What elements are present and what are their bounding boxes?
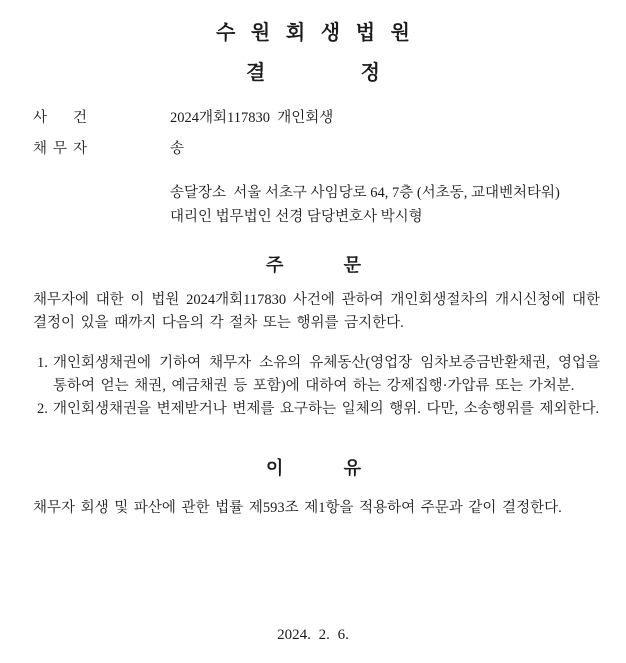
prohibited-actions-list (37, 352, 600, 421)
list-item-1-number: 1. (37, 355, 48, 371)
reason-paragraph: 채무자 회생 및 파산에 관한 법률 제593조 제1항을 적용하여 주문과 같이 결정한다. (33, 500, 562, 516)
decision-date: 2024. 2. 6. (277, 627, 349, 643)
case-number-label: 사 건 (33, 110, 87, 126)
case-number-value: 2024개회117830 개인회생 (170, 110, 334, 126)
list-item-1-text: 개인회생채권에 기하여 채무자 소유의 유체동산(영업장 임차보증금반환채권, 영업을 통하여 얻는 채권, 예금채권 등 포함)에 대하여 하는 강제집행·가압류 또는 가처분. (53, 355, 600, 394)
court-name-title: 수 원 회 생 법 원 (216, 22, 410, 44)
list-item-1 (37, 352, 600, 398)
debtor-details-block (170, 181, 610, 229)
order-section-heading: 주 문 (266, 255, 361, 275)
representative-line: 대리인 법무법인 선경 담당변호사 박시형 (170, 209, 423, 225)
service-address-line: 송달장소 서울 서초구 사임당로 64, 7층 (서초동, 교대벤처타워) (170, 185, 560, 201)
reason-section-heading: 이 유 (266, 458, 361, 478)
list-item-2-text: 개인회생채권을 변제받거나 변제를 요구하는 일체의 행위. 다만, 소송행위를 제외한다. (53, 401, 600, 417)
list-item-2-number: 2. (37, 401, 48, 417)
list-item-2 (37, 398, 600, 421)
debtor-label: 채 무 자 (33, 141, 87, 157)
debtor-name-value: 송 (170, 141, 185, 157)
decision-title: 결 정 (246, 62, 380, 84)
order-paragraph: 채무자에 대한 이 법원 2024개회117830 사건에 관하여 개인회생절차의 개시신청에 대한 결정이 있을 때까지 다음의 각 절차 또는 행위를 금지한다. (33, 292, 600, 331)
